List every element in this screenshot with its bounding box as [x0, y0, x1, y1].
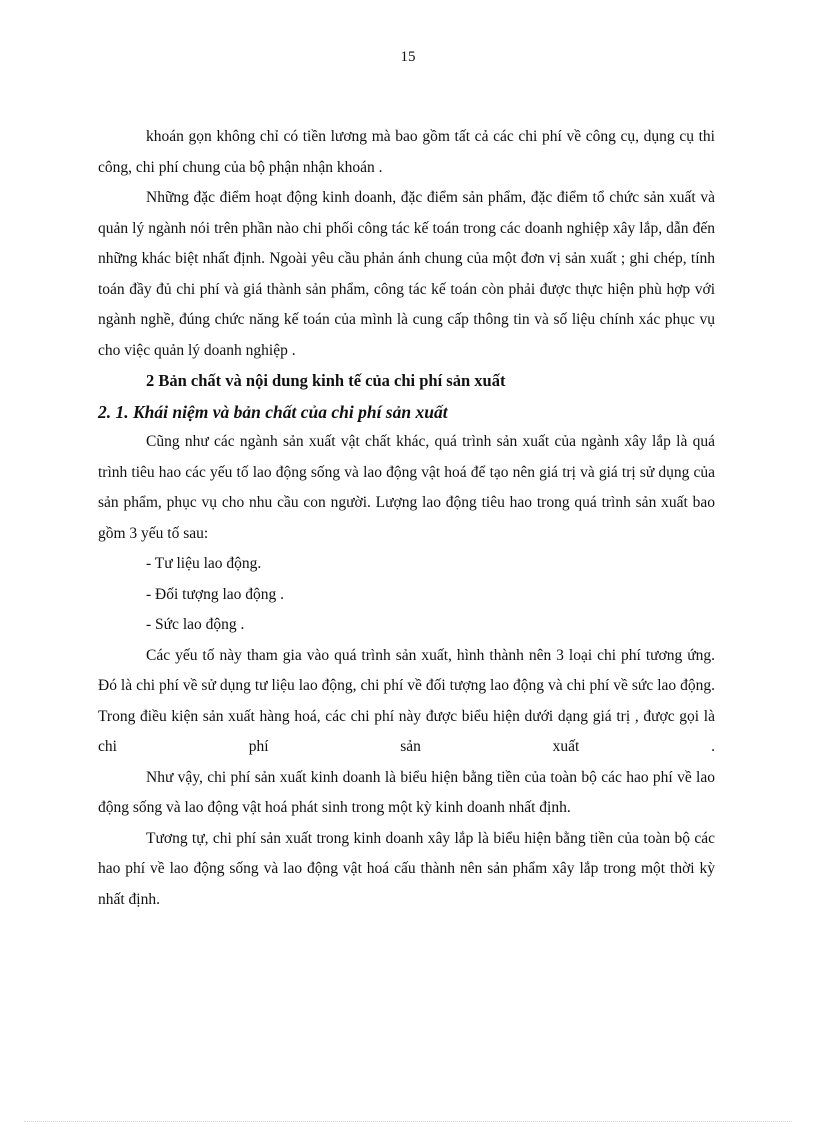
paragraph-tuong-tu: Tương tự, chi phí sản xuất trong kinh doanh xây lắp là biểu hiện bằng tiền của toàn bộ các hao phí về lao động sống và lao động vật hoá cấu thành nên sản phẩm xây lắp trong một thời kỳ nhất định. [98, 829, 715, 908]
paragraph-cac-yeu-to: Các yếu tố này tham gia vào quá trình sản xuất, hình thành nên 3 loại chi phí tương ứng. Đó là chi phí về sử dụng tư liệu lao động, chi phí về đối tượng lao động và chi phí về sức lao động. Trong điều kiện sản xuất hàng hoá, các chi phí này được biểu hiện dưới dạng giá trị , được gọi là chi phí sản xuất . [98, 646, 715, 755]
paragraph-nhu-vay: Như vậy, chi phí sản xuất kinh doanh là biểu hiện bằng tiền của toàn bộ các hao phí về lao động sống và lao động vật hoá phát sinh trong một kỳ kinh doanh nhất định. [98, 768, 715, 816]
page-bottom-divider [24, 1121, 792, 1122]
paragraph-khoan-gon: khoán gọn không chỉ có tiền lương mà bao gồm tất cả các chi phí về công cụ, dụng cụ thi công, chi phí chung của bộ phận nhận khoán . [98, 128, 715, 176]
document-body [98, 122, 715, 915]
paragraph-qua-trinh-san-xuat: Cũng như các ngành sản xuất vật chất khác, quá trình sản xuất của ngành xây lắp là quá trình tiêu hao các yếu tố lao động sống và lao động vật hoá để tạo nên giá trị và giá trị sử dụng của sản phẩm, phục vụ cho nhu cầu con người. Lượng lao động tiêu hao trong quá trình sản xuất bao gồm 3 yếu tố sau: [98, 433, 715, 542]
list-item: - Tư liệu lao động. [146, 555, 262, 572]
list-item: - Sức lao động . [146, 616, 245, 633]
list-item: - Đối tượng lao động . [146, 585, 285, 603]
section-heading: 2 Bản chất và nội dung kinh tế của chi phí sản xuất [146, 371, 506, 390]
subsection-heading: 2. 1. Khái niệm và bản chất của chi phí sản xuất [98, 401, 448, 422]
page-number: 15 [400, 49, 416, 65]
paragraph-dac-diem: Những đặc điểm hoạt động kinh doanh, đặc điểm sản phẩm, đặc điểm tổ chức sản xuất và quản lý ngành nói trên phần nào chi phối công tác kế toán trong các doanh nghiệp xây lắp, dẫn đến những khác biệt nhất định. Ngoài yêu cầu phản ánh chung của một đơn vị sản xuất ; ghi chép, tính toán đầy đủ chi phí và giá thành sản phẩm, công tác kế toán còn phải được thực hiện phù hợp với ngành nghề, đúng chức năng kế toán của mình là cung cấp thông tin và số liệu chính xác phục vụ cho việc quản lý doanh nghiệp . [98, 189, 715, 359]
